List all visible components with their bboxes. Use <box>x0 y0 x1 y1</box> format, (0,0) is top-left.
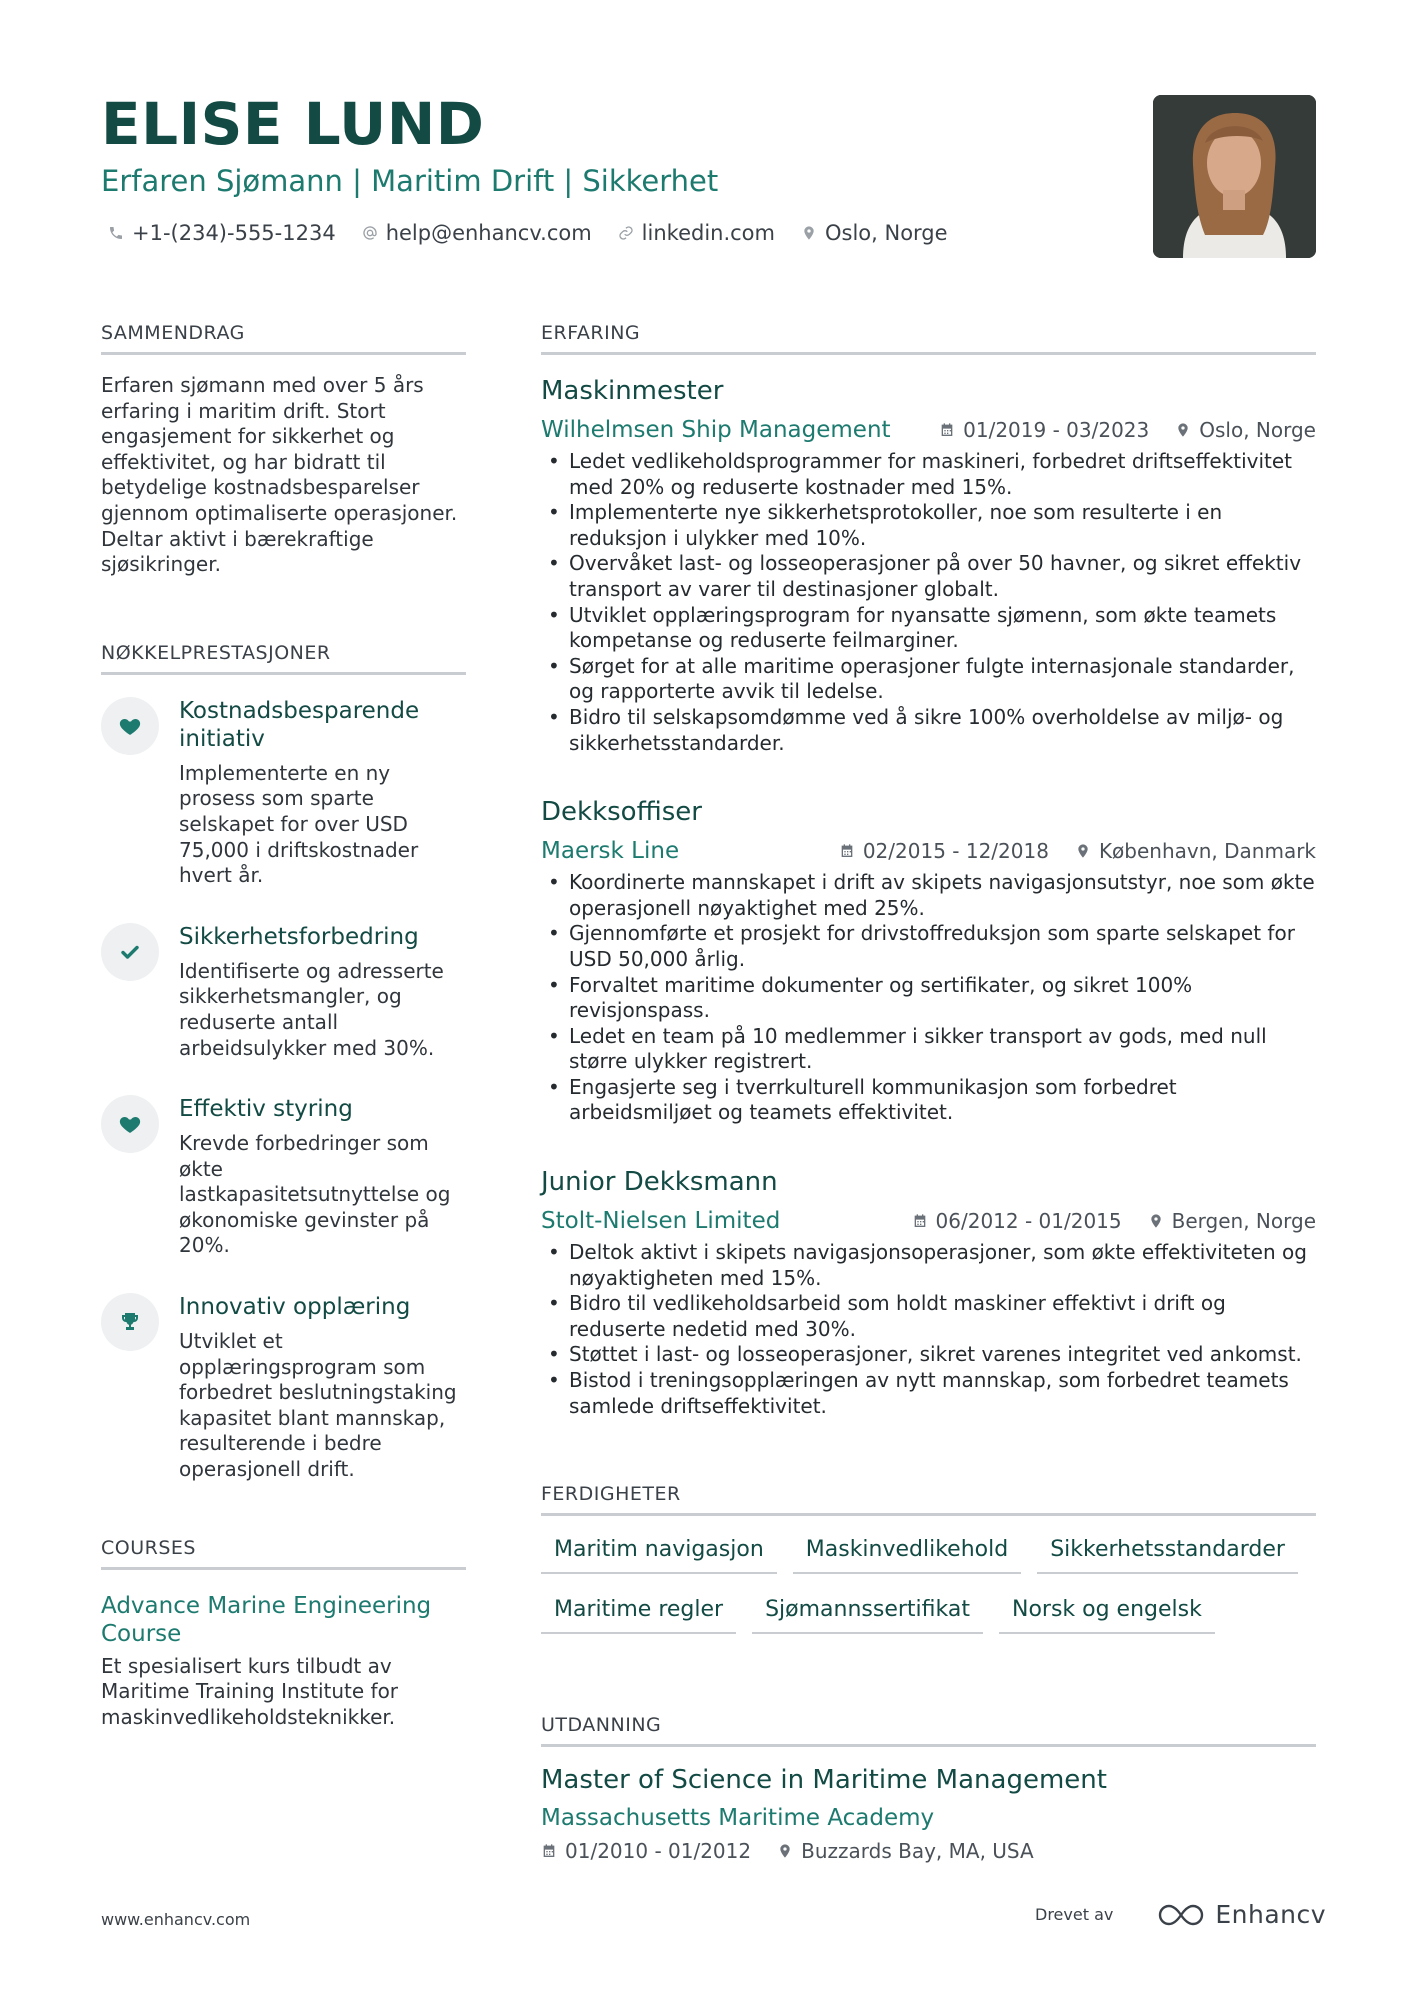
contact-location <box>801 218 948 248</box>
achievement-title: Effektiv styring <box>179 1096 353 1123</box>
skill-tag: Norsk og engelsk <box>999 1592 1215 1634</box>
contact-email[interactable] <box>362 218 592 248</box>
bullet-item: • Bidro til vedlikeholdsarbeid som holdt maskiner effektivt i drift og reduserte nedetid med 30%. <box>541 1291 1316 1342</box>
bullet-item: • Engasjerte seg i tverrkulturell kommunikasjon som forbedret arbeidsmiljøet og teamets effektivitet. <box>541 1075 1316 1126</box>
course-desc: Et spesialisert kurs tilbudt av Maritime Training Institute for maskinvedlikeholdsteknikker. <box>101 1653 399 1729</box>
skill-tag: Maritime regler <box>541 1592 736 1634</box>
achievement-desc: Krevde forbedringer som økte lastkapasitetsutnyttelse og økonomiske gevinster på 20%. <box>179 1131 451 1258</box>
calendar-icon <box>541 1843 557 1859</box>
link-icon <box>618 225 634 241</box>
portrait-image <box>1153 95 1316 258</box>
education-entry <box>541 1763 1316 1863</box>
location-text: Bergen, Norge <box>1171 1209 1316 1234</box>
location-pin-icon <box>1175 422 1191 438</box>
brand-logo[interactable] <box>1157 1900 1326 1929</box>
achievement-item <box>101 923 466 1061</box>
achievement-desc: Implementerte en ny prosess som sparte selskapet for over USD 75,000 i driftskostnader hvert år. <box>179 760 419 888</box>
summary-heading: SAMMENDRAG <box>101 320 466 355</box>
location-text: Buzzards Bay, MA, USA <box>801 1839 1034 1864</box>
email-text: help@enhancv.com <box>385 221 592 245</box>
contact-bar <box>108 218 948 248</box>
job-meta <box>541 1206 1316 1236</box>
job-bullets <box>541 449 1316 756</box>
dates-text: 01/2019 - 03/2023 <box>963 418 1150 442</box>
bullet-item: • Ledet vedlikeholdsprogrammer for maskineri, forbedret driftseffektivitet med 20% og reduserte kostnader med 15%. <box>541 449 1316 500</box>
calendar-icon <box>912 1213 928 1229</box>
job-location <box>1148 1209 1316 1233</box>
dates-text: 01/2010 - 01/2012 <box>565 1839 752 1864</box>
at-icon <box>362 225 378 241</box>
education-meta <box>541 1839 1316 1863</box>
trophy-icon <box>101 1293 159 1351</box>
profile-photo <box>1153 95 1316 258</box>
footer-branding <box>1035 1900 1326 1929</box>
education-dates <box>541 1839 751 1863</box>
bullet-item: • Bidro til selskapsomdømme ved å sikre 100% overholdelse av miljø- og sikkerhetsstandarder. <box>541 705 1316 756</box>
location-pin-icon <box>801 225 817 241</box>
dates-text: 06/2012 - 01/2015 <box>935 1209 1122 1234</box>
job-entry <box>541 794 1316 1126</box>
job-entry <box>541 1164 1316 1419</box>
achievement-item <box>101 1095 466 1259</box>
contact-linkedin[interactable] <box>618 218 775 248</box>
achievement-title: Innovativ opplæring <box>179 1294 411 1321</box>
skills-list <box>541 1532 1316 1634</box>
location-pin-icon <box>777 1843 793 1859</box>
degree-title: Master of Science in Maritime Management <box>541 1765 1107 1796</box>
heart-icon <box>101 697 159 755</box>
location-text: København, Danmark <box>1098 839 1316 864</box>
contact-phone[interactable] <box>108 218 336 248</box>
bullet-item: • Deltok aktivt i skipets navigasjonsoperasjoner, som økte effektiviteten og nøyaktigheten med 15%. <box>541 1240 1316 1291</box>
location-text: Oslo, Norge <box>1199 418 1316 442</box>
education-heading: UTDANNING <box>541 1712 1316 1747</box>
job-location <box>1075 839 1316 863</box>
bullet-item: • Koordinerte mannskapet i drift av skipets navigasjonsutstyr, noe som økte operasjonell nøyaktighet med 25%. <box>541 870 1316 921</box>
check-icon <box>101 923 159 981</box>
linkedin-text: linkedin.com <box>641 221 775 245</box>
job-dates <box>939 418 1149 442</box>
job-bullets <box>541 1240 1316 1419</box>
company-name: Wilhelmsen Ship Management <box>541 417 891 443</box>
achievement-desc: Identifiserte og adresserte sikkerhetsmangler, og reduserte antall arbeidsulykker med 30%. <box>179 958 444 1060</box>
bullet-item: • Utviklet opplæringsprogram for nyansatte sjømenn, som økte teamets kompetanse og reduserte feilmarginer. <box>541 603 1316 654</box>
right-column <box>541 320 1316 1863</box>
dates-text: 02/2015 - 12/2018 <box>862 839 1049 864</box>
bullet-item: • Sørget for at alle maritime operasjoner fulgte internasjonale standarder, og rapporterte avvik til ledelse. <box>541 654 1316 705</box>
footer-website[interactable]: www.enhancv.com <box>101 1910 251 1929</box>
skill-tag: Sikkerhetsstandarder <box>1037 1532 1298 1574</box>
job-meta <box>541 836 1316 866</box>
heart-icon <box>101 1095 159 1153</box>
phone-icon <box>108 225 124 241</box>
job-meta <box>541 415 1316 445</box>
company-name: Stolt-Nielsen Limited <box>541 1208 781 1235</box>
achievement-desc: Utviklet et opplæringsprogram som forbedret beslutningstaking kapasitet blant mannskap, resulterende i bedre operasjonell drift. <box>179 1329 457 1482</box>
skill-tag: Sjømannssertifikat <box>752 1592 983 1634</box>
skill-tag: Maskinvedlikehold <box>793 1532 1021 1574</box>
location-pin-icon <box>1148 1213 1164 1229</box>
job-title: Junior Dekksmann <box>541 1167 778 1198</box>
bullet-item: • Overvåket last- og losseoperasjoner på over 50 havner, og sikret effektiv transport av varer til destinasjoner globalt. <box>541 551 1316 602</box>
phone-text: +1-(234)-555-1234 <box>132 221 336 245</box>
bullet-item: • Bistod i treningsopplæringen av nytt mannskap, som forbedret teamets samlede driftseffektivitet. <box>541 1368 1316 1419</box>
job-title: Dekksoffiser <box>541 797 702 828</box>
infinity-logo-icon <box>1157 1903 1205 1927</box>
brand-name: Enhancv <box>1215 1900 1327 1929</box>
courses-heading: COURSES <box>101 1535 466 1570</box>
achievement-item <box>101 697 466 889</box>
location-pin-icon <box>1075 843 1091 859</box>
powered-by-label: Drevet av <box>1035 1905 1114 1924</box>
skills-heading: FERDIGHETER <box>541 1481 1316 1516</box>
job-location <box>1175 418 1316 442</box>
bullet-item: • Gjennomførte et prosjekt for drivstoffreduksjon som sparte selskapet for USD 50,000 årlig. <box>541 921 1316 972</box>
bullet-item: • Implementerte nye sikkerhetsprotokoller, noe som resulterte i en reduksjon i ulykker med 10%. <box>541 500 1316 551</box>
course-item <box>101 1592 466 1731</box>
achievement-title: Kostnadsbesparende initiativ <box>179 697 420 752</box>
bullet-item: • Ledet en team på 10 medlemmer i sikker transport av gods, med null større ulykker registrert. <box>541 1024 1316 1075</box>
achievement-title: Sikkerhetsforbedring <box>179 923 419 950</box>
skill-tag: Maritim navigasjon <box>541 1532 777 1574</box>
achievements-heading: NØKKELPRESTASJONER <box>101 640 466 675</box>
calendar-icon <box>939 422 955 438</box>
candidate-name: ELISE LUND <box>101 90 485 158</box>
job-dates <box>839 839 1049 863</box>
location-text: Oslo, Norge <box>824 221 948 245</box>
bullet-item: • Forvaltet maritime dokumenter og sertifikater, og sikret 100% revisjonspass. <box>541 973 1316 1024</box>
job-bullets <box>541 870 1316 1126</box>
bullet-item: • Støttet i last- og losseoperasjoner, sikret varenes integritet ved ankomst. <box>541 1342 1316 1368</box>
education-location <box>777 1839 1034 1863</box>
job-entry <box>541 373 1316 756</box>
achievement-item <box>101 1293 466 1483</box>
left-column <box>101 320 466 1730</box>
headline: Erfaren Sjømann | Maritim Drift | Sikkerhet <box>101 164 719 198</box>
calendar-icon <box>839 843 855 859</box>
experience-heading: ERFARING <box>541 320 1316 355</box>
job-dates <box>912 1209 1122 1233</box>
company-name: Maersk Line <box>541 838 680 865</box>
course-title: Advance Marine Engineering Course <box>101 1592 432 1647</box>
job-title: Maskinmester <box>541 376 724 406</box>
school-name: Massachusetts Maritime Academy <box>541 1805 935 1832</box>
summary-text: Erfaren sjømann med over 5 års erfaring i maritim drift. Stort engasjement for sikkerhet og effektivitet, og har bidratt til betydelige kostnadsbesparelser gjennom optimaliserte operasjoner. Deltar aktivt i bærekraftige sjøsikringer. <box>101 373 458 577</box>
